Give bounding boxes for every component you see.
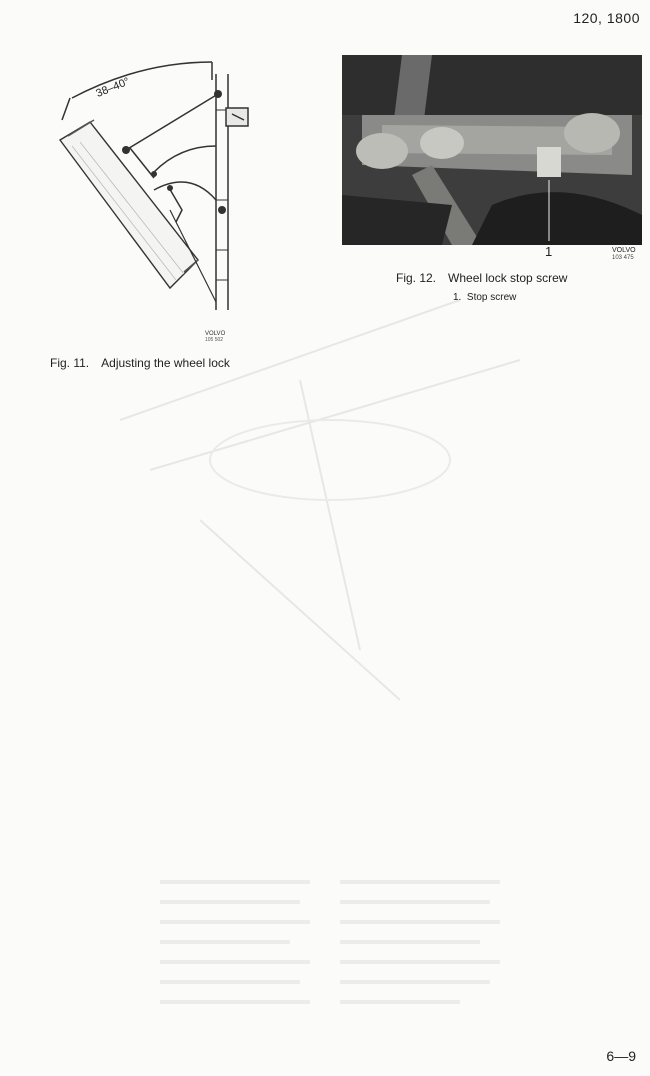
fig12-brand-mark: VOLVO [612,247,636,254]
fig11-caption-text: Adjusting the wheel lock [101,356,230,370]
wheel-lock-adjustment-drawing [50,50,260,350]
fig12-image-code: 103 475 [612,255,634,261]
fig12-legend-item [453,292,516,303]
fig11-image-code: 105 502 [205,337,224,343]
stop-screw-photo [342,55,642,245]
fig12-caption-number: Fig. 12. [396,271,437,285]
photo-callout-number: 1 [545,244,553,259]
page-number: 6—9 [606,1048,636,1064]
model-header: 120, 1800 [573,10,640,26]
fig11-brand-mark: VOLVO [205,331,226,337]
legend-label: Stop screw [466,292,517,303]
legend-number: 1. [453,292,462,303]
angle-label: 38–40° [94,75,132,100]
fig12-caption [396,271,567,285]
fig12-caption-text: Wheel lock stop screw [448,271,568,285]
fig11-caption [50,356,230,370]
fig11-caption-number: Fig. 11. [50,356,90,370]
